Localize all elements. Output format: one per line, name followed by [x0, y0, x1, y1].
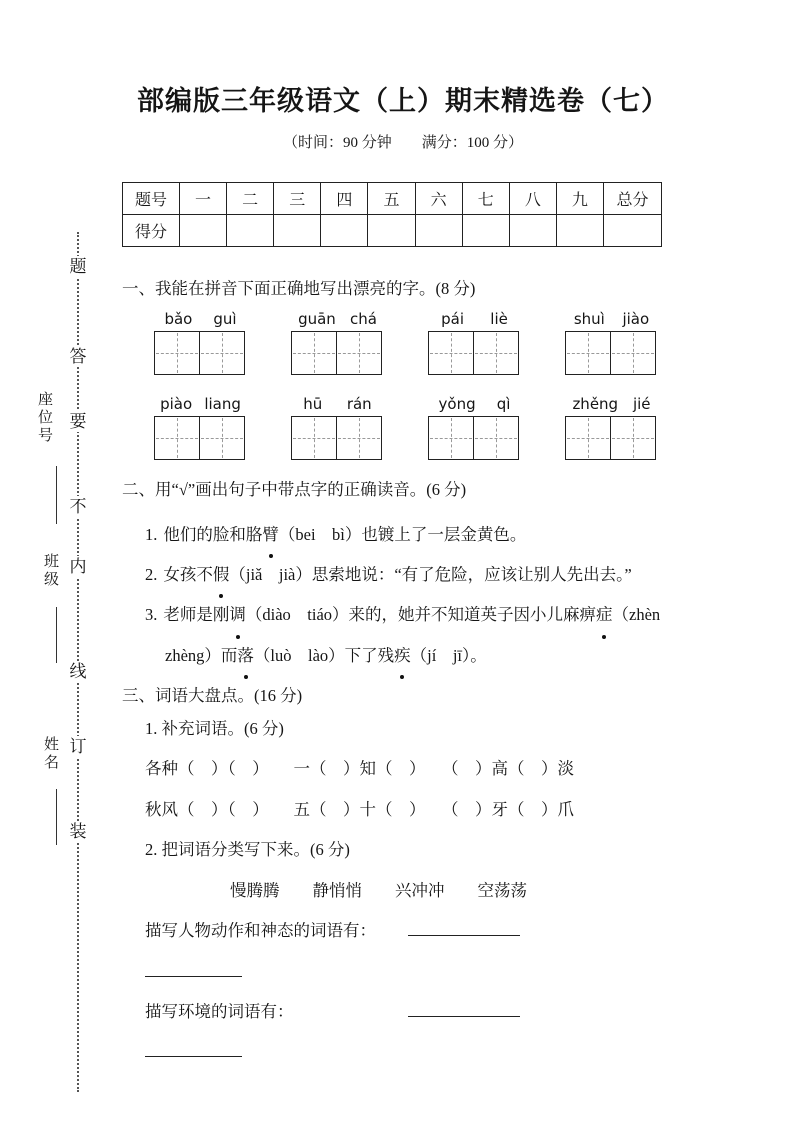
tianzige-grid: [565, 416, 656, 460]
answer-blank: [408, 992, 520, 1017]
score-table-header-label: 题号: [123, 183, 180, 215]
tianzige-cell: [155, 332, 199, 374]
score-table-column: 六: [415, 183, 462, 215]
word-bank: 慢腾腾 静悄悄 兴冲冲 空荡荡: [230, 880, 527, 900]
binding-char: 要: [69, 412, 87, 431]
score-cell-empty: [274, 215, 321, 247]
tianzige-cell: [429, 332, 473, 374]
section-1-heading: 一、我能在拼音下面正确地写出漂亮的字。(8 分): [122, 279, 476, 299]
pinyin-syllable: jiào: [622, 309, 650, 328]
idiom-fill-lines: [122, 749, 684, 830]
tianzige-cell: [473, 417, 518, 459]
pinyin-block: [428, 395, 521, 460]
pinyin-block: [565, 395, 658, 460]
pinyin-syllable: shuì: [573, 309, 605, 328]
pinyin-text: [428, 310, 521, 328]
score-table-column: 一: [180, 183, 227, 215]
pinyin-syllable: hū: [303, 394, 323, 413]
section-vocabulary: [122, 684, 684, 1073]
score-table-column: 八: [509, 183, 556, 215]
pinyin-block: [154, 310, 247, 375]
section-3-2-heading: 2. 把词语分类写下来。(6 分): [145, 840, 350, 860]
pinyin-syllable: chá: [349, 309, 377, 328]
pinyin-syllable: pái: [441, 309, 465, 328]
score-table-score-row: [123, 215, 662, 247]
dotted-char: 调: [229, 595, 246, 635]
score-table-column: 五: [368, 183, 415, 215]
tianzige-cell: [566, 417, 610, 459]
score-table-column: 四: [321, 183, 368, 215]
pinyin-syllable: jié: [632, 394, 651, 413]
score-table-score-label: 得分: [123, 215, 180, 247]
classify-prompt: [122, 911, 684, 992]
question-item: [122, 555, 684, 595]
paper-body: [122, 84, 684, 1073]
pinyin-syllable: piào: [160, 394, 193, 413]
score-table-column: 三: [274, 183, 321, 215]
pinyin-row: [122, 395, 684, 460]
score-cell-empty: [556, 215, 603, 247]
tianzige-cell: [292, 332, 336, 374]
tianzige-grid: [291, 331, 382, 375]
margin-field-label: 座位号: [36, 391, 52, 445]
classify-prompt-label: 描写人物动作和神态的词语有：: [145, 921, 376, 941]
binding-char: 订: [69, 737, 87, 756]
binding-char: 内: [69, 557, 87, 576]
pinyin-syllable: zhěng: [572, 394, 619, 413]
tianzige-cell: [155, 417, 199, 459]
dotted-char: 症: [596, 595, 613, 635]
page-title: 部编版三年级语文（上）期末精选卷（七）: [137, 86, 669, 116]
score-cell-empty: [604, 215, 662, 247]
pinyin-syllable: yǒng: [438, 394, 476, 413]
binding-char: 装: [69, 822, 87, 841]
pinyin-syllable: liang: [204, 394, 241, 413]
pinyin-syllable: rán: [346, 394, 372, 413]
margin-field-line: [56, 466, 57, 524]
question-item: [122, 595, 684, 676]
tianzige-cell: [292, 417, 336, 459]
pinyin-text: [291, 395, 384, 413]
question-item: [122, 515, 684, 555]
tianzige-cell: [429, 417, 473, 459]
tianzige-cell: [473, 332, 518, 374]
classify-prompt-label: 描写环境的词语有：: [145, 1001, 294, 1021]
dotted-char: 臂: [262, 515, 279, 555]
section-2-heading: 二、用“√”画出句子中带点字的正确读音。(6 分): [122, 479, 467, 499]
margin-field-label: 姓名: [42, 736, 58, 772]
pinyin-syllable: liè: [490, 309, 508, 328]
margin-field-line: [56, 789, 57, 845]
pinyin-block: [428, 310, 521, 375]
tianzige-cell: [566, 332, 610, 374]
pinyin-syllable: bǎo: [164, 309, 193, 328]
pinyin-text: [291, 310, 384, 328]
score-table-column: 二: [227, 183, 274, 215]
section-pinyin-writing: [122, 277, 684, 460]
classify-prompt: [122, 992, 684, 1073]
idiom-fill-line: 秋风（ ）（ ） 五（ ）十（ ） （ ）牙（ ）爪: [145, 799, 574, 819]
pinyin-text: [154, 310, 247, 328]
margin-field-line: [56, 607, 57, 663]
pinyin-text: [565, 395, 658, 413]
binding-char: 答: [69, 347, 87, 366]
tianzige-grid: [291, 416, 382, 460]
tianzige-cell: [336, 332, 381, 374]
score-table: [122, 182, 662, 247]
question-text: 女孩不假（jiǎ jià）思索地说：“有了危险，应该让别人先出去。”: [163, 565, 631, 584]
tianzige-cell: [336, 417, 381, 459]
dotted-char: 疾: [394, 636, 411, 676]
score-cell-empty: [227, 215, 274, 247]
idiom-fill-line: 各种（ ）（ ） 一（ ）知（ ） （ ）高（ ）淡: [145, 759, 574, 779]
margin-field-label: 班级: [42, 553, 58, 589]
tianzige-grid: [428, 416, 519, 460]
score-cell-empty: [462, 215, 509, 247]
question-text: 老师是刚调（diào tiáo）来的，她并不知道英子因小儿麻痹症（zhèn zhèng）而落（luò lào）下了残疾（jí jī）。: [163, 605, 676, 664]
pinyin-block: [154, 395, 247, 460]
score-cell-empty: [368, 215, 415, 247]
dotted-char: 落: [237, 636, 254, 676]
pinyin-syllable: qì: [496, 394, 511, 413]
score-table-column: 七: [462, 183, 509, 215]
pinyin-text: [154, 395, 247, 413]
section-pronunciation: [122, 478, 684, 676]
question-number: 2.: [145, 565, 158, 585]
pinyin-block: [291, 310, 384, 375]
tianzige-cell: [610, 332, 655, 374]
pinyin-row: [122, 310, 684, 375]
section-3-1-heading: 1. 补充词语。(6 分): [145, 719, 284, 739]
pinyin-text: [565, 310, 658, 328]
classify-prompts: [122, 911, 684, 1073]
question-text: 他们的脸和胳臂（bei bì）也镀上了一层金黄色。: [163, 525, 526, 544]
pronunciation-items: [122, 515, 684, 677]
question-number: 1.: [145, 524, 158, 544]
score-table-column: 总分: [604, 183, 662, 215]
tianzige-grid: [565, 331, 656, 375]
answer-blank: [145, 1032, 242, 1057]
score-table-header-row: [123, 183, 662, 215]
pinyin-block: [291, 395, 384, 460]
score-cell-empty: [509, 215, 556, 247]
answer-blank: [408, 911, 520, 936]
tianzige-cell: [199, 417, 244, 459]
dotted-char: 假: [213, 555, 230, 595]
tianzige-grid: [154, 331, 245, 375]
score-cell-empty: [180, 215, 227, 247]
tianzige-grid: [154, 416, 245, 460]
pinyin-syllable: guì: [213, 309, 237, 328]
pinyin-text: [428, 395, 521, 413]
pinyin-block: [565, 310, 658, 375]
question-number: 3.: [145, 605, 158, 625]
binding-char: 线: [69, 662, 87, 681]
score-cell-empty: [415, 215, 462, 247]
pinyin-rows: [122, 310, 684, 460]
answer-blank: [145, 952, 242, 977]
tianzige-cell: [199, 332, 244, 374]
binding-char: 不: [69, 497, 87, 516]
tianzige-cell: [610, 417, 655, 459]
binding-char: 题: [69, 257, 87, 276]
tianzige-grid: [428, 331, 519, 375]
pinyin-syllable: guān: [298, 309, 336, 328]
score-cell-empty: [321, 215, 368, 247]
score-table-column: 九: [556, 183, 603, 215]
section-3-heading: 三、词语大盘点。(16 分): [122, 686, 303, 706]
exam-info: （时间：90 分钟 满分：100 分）: [282, 135, 523, 152]
